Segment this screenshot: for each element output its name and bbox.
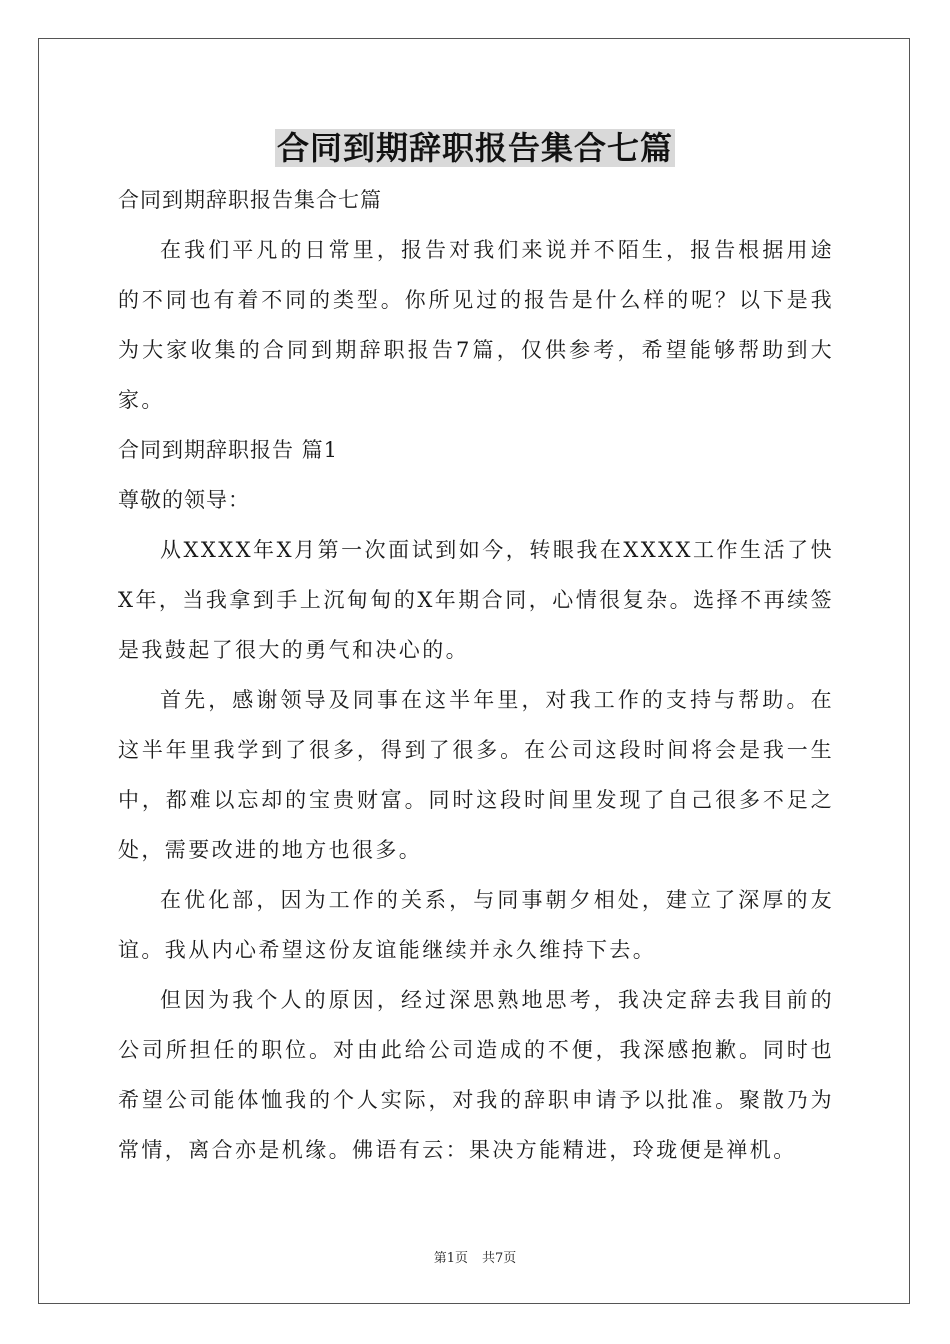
body-paragraph-2: 首先，感谢领导及同事在这半年里，对我工作的支持与帮助。在这半年里我学到了很多，得到了很多。在公司这段时间将会是我一生中，都难以忘却的宝贵财富。同时这段时间里发现了自己很多不足之处，需要改进的地方也很多。 [118,688,834,862]
body-paragraph-3: 在优化部，因为工作的关系，与同事朝夕相处，建立了深厚的友谊。我从内心希望这份友谊能继续并永久维持下去。 [118,888,834,962]
document-title [0,126,950,170]
body-paragraph-4: 但因为我个人的原因，经过深思熟地思考，我决定辞去我目前的公司所担任的职位。对由此给公司造成的不便，我深感抱歉。同时也希望公司能体恤我的个人实际，对我的辞职申请予以批准。聚散乃为常情，离合亦是机缘。佛语有云：果决方能精进，玲珑便是禅机。 [118,988,834,1162]
document-subtitle: 合同到期辞职报告集合七篇 [118,188,382,212]
page-total: 共7页 [482,1251,517,1266]
section-heading: 合同到期辞职报告 篇1 [118,438,339,462]
intro-paragraph: 在我们平凡的日常里，报告对我们来说并不陌生，报告根据用途的不同也有着不同的类型。你所见过的报告是什么样的呢？以下是我为大家收集的合同到期辞职报告7篇，仅供参考，希望能够帮助到大家。 [118,238,834,412]
page-footer [0,1247,950,1266]
document-body [118,175,834,1175]
body-paragraph-1: 从XXXX年X月第一次面试到如今，转眼我在XXXX工作生活了快X年，当我拿到手上沉甸甸的X年期合同，心情很复杂。选择不再续签是我鼓起了很大的勇气和决心的。 [118,538,834,662]
page-number: 第1页 [433,1251,468,1266]
salutation: 尊敬的领导： [118,488,250,512]
document-title-text: 合同到期辞职报告集合七篇 [276,129,673,167]
